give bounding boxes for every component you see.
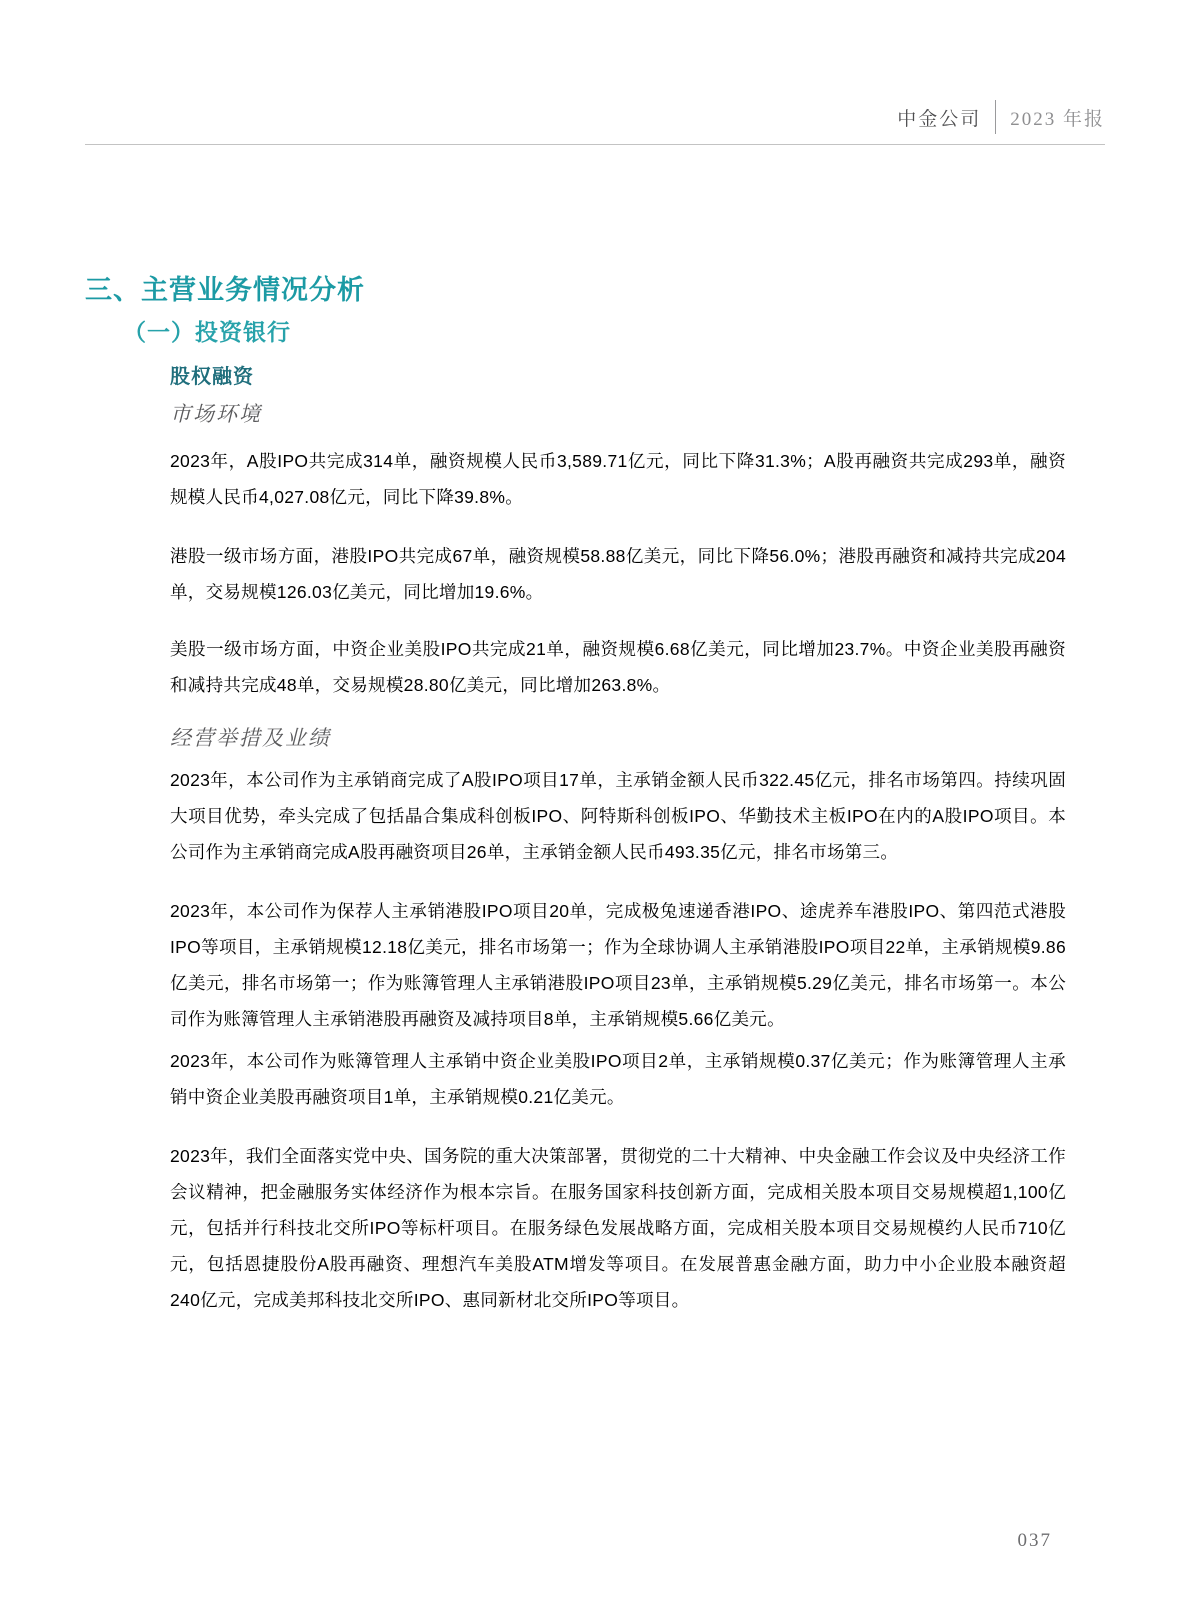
paragraph-a-share-performance: 2023年，本公司作为主承销商完成了A股IPO项目17单，主承销金额人民币322.45亿元，排名市场第四。持续巩固大项目优势，牵头完成了包括晶合集成科创板IPO、阿特斯科创板IPO、华勤技术主板IPO在内的A股IPO项目。本公司作为主承销商完成A股再融资项目26单，主承销金额人民币493.35亿元，排名市场第三。 <box>170 770 1066 862</box>
section-title: 三、主营业务情况分析 <box>85 275 365 305</box>
paragraph-a-share-market: 2023年，A股IPO共完成314单，融资规模人民币3,589.71亿元，同比下降31.3%；A股再融资共完成293单，融资规模人民币4,027.08亿元，同比下降39.8%。 <box>170 451 1066 507</box>
paragraph-hk-performance: 2023年，本公司作为保荐人主承销港股IPO项目20单，完成极兔速递香港IPO、途虎养车港股IPO、第四范式港股IPO等项目，主承销规模12.18亿美元，排名市场第一；作为全球协调人主承销港股IPO项目22单，主承销规模9.86亿美元，排名市场第一；作为账簿管理人主承销港股IPO项目23单，主承销规模5.29亿美元，排名市场第一。本公司作为账簿管理人主承销港股再融资及减持项目8单，主承销规模5.66亿美元。 <box>170 901 1066 1029</box>
running-header <box>85 98 1105 145</box>
subsection-title: （一）投资银行 <box>123 319 291 345</box>
block-title-equity-financing: 股权融资 <box>170 366 254 388</box>
paragraph-us-market: 美股一级市场方面，中资企业美股IPO共完成21单，融资规模6.68亿美元，同比增加23.7%。中资企业美股再融资和减持共完成48单，交易规模28.80亿美元，同比增加263.8%。 <box>170 639 1066 695</box>
paragraph-policy-implementation: 2023年，我们全面落实党中央、国务院的重大决策部署，贯彻党的二十大精神、中央金融工作会议及中央经济工作会议精神，把金融服务实体经济作为根本宗旨。在服务国家科技创新方面，完成相关股本项目交易规模超1,100亿元，包括并行科技北交所IPO等标杆项目。在服务绿色发展战略方面，完成相关股本项目交易规模约人民币710亿元，包括恩捷股份A股再融资、理想汽车美股ATM增发等项目。在发展普惠金融方面，助力中小企业股本融资超240亿元，完成美邦科技北交所IPO、惠同新材北交所IPO等项目。 <box>170 1146 1066 1310</box>
header-divider <box>995 100 996 134</box>
page-number: 037 <box>1017 1530 1052 1551</box>
running-header-right <box>897 98 1105 136</box>
report-edition: 2023 年报 <box>1010 108 1105 130</box>
paragraph-us-performance: 2023年，本公司作为账簿管理人主承销中资企业美股IPO项目2单，主承销规模0.37亿美元；作为账簿管理人主承销中资企业美股再融资项目1单，主承销规模0.21亿美元。 <box>170 1051 1066 1107</box>
heading-operating-performance: 经营举措及业绩 <box>170 726 331 750</box>
heading-market-environment: 市场环境 <box>170 402 262 426</box>
paragraph-hk-market: 港股一级市场方面，港股IPO共完成67单，融资规模58.88亿美元，同比下降56.0%；港股再融资和减持共完成204单，交易规模126.03亿美元，同比增加19.6%。 <box>170 546 1066 602</box>
company-name: 中金公司 <box>897 108 982 130</box>
